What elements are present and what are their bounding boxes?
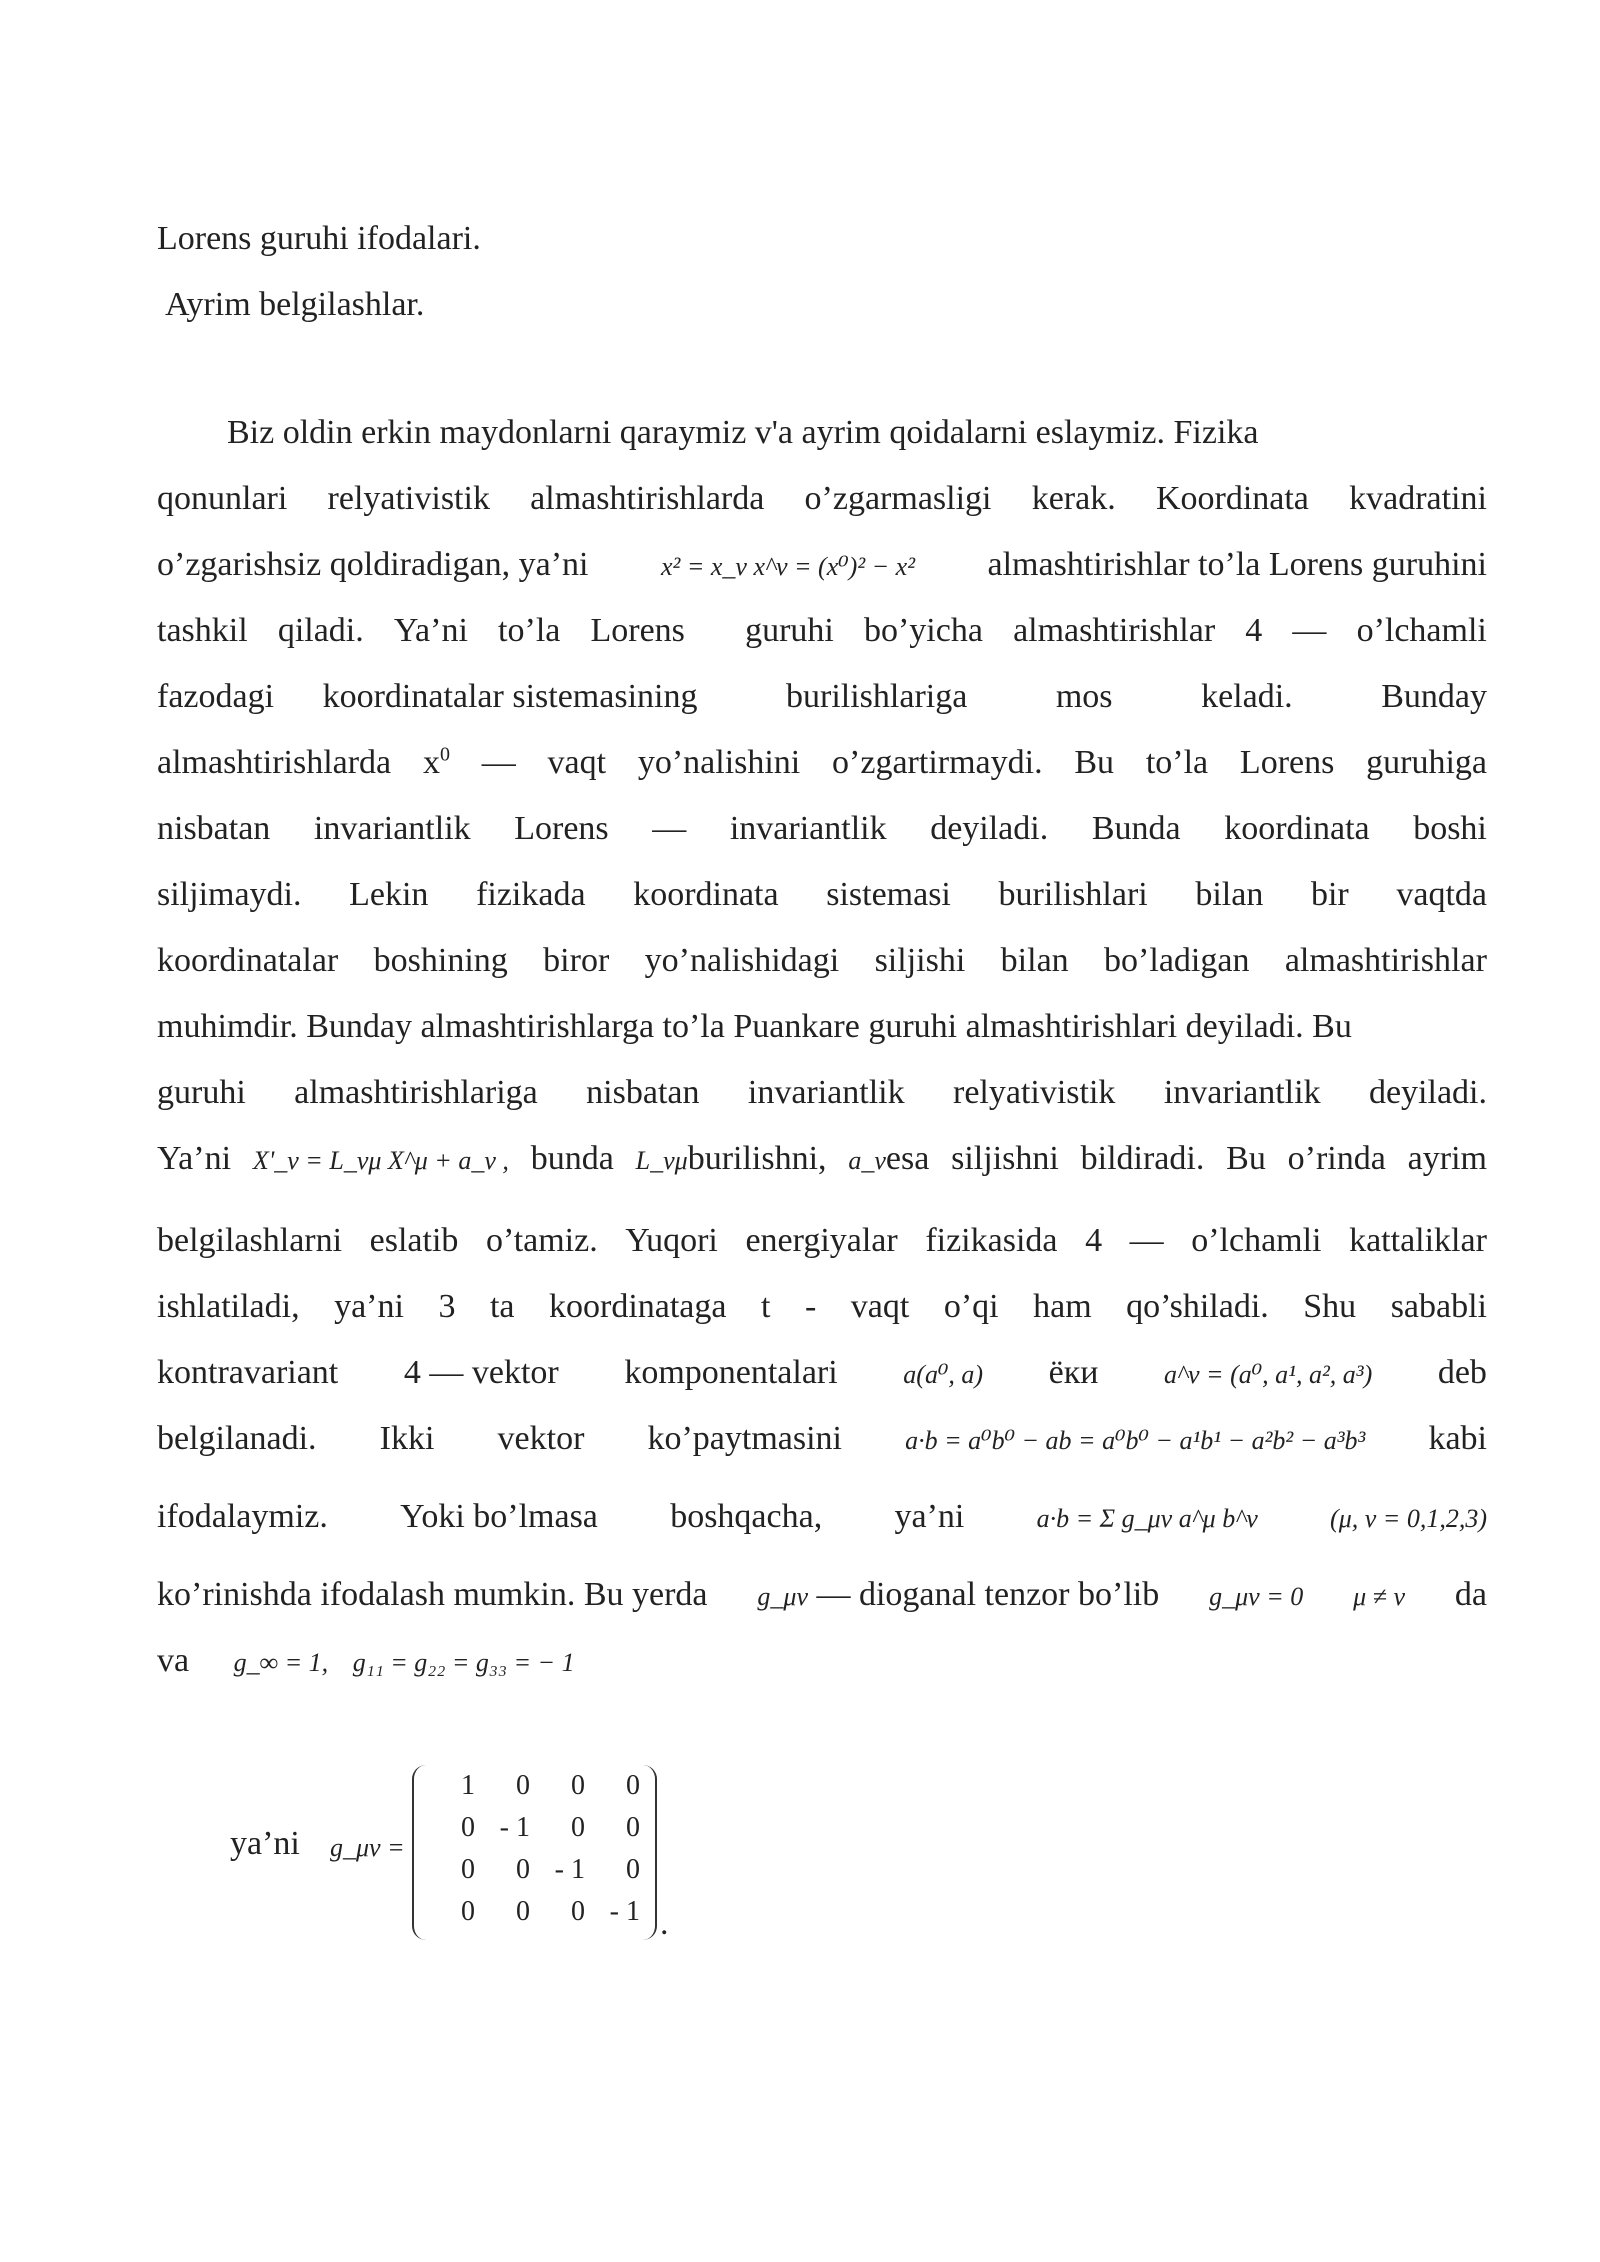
matrix-cell: - 1 — [609, 1896, 640, 1927]
matrix-cell: 0 — [626, 1812, 640, 1843]
vector-a: a(a⁰, a) — [903, 1360, 984, 1389]
matrix-cell: 0 — [626, 1770, 640, 1801]
condition-mu-ne-nu: μ ≠ ν — [1353, 1582, 1405, 1611]
equation-lorentz-transform: X'_ν = L_νμ X^μ + a_ν , — [252, 1146, 509, 1175]
matrix-cell: - 1 — [554, 1854, 585, 1885]
symbol-L: L_νμ — [635, 1146, 688, 1175]
paragraph-line-13: belgilashlarni eslatib o’tamiz. Yuqori energiyalar fizikasida 4 — o’lchamli kattaliklar — [157, 1222, 1487, 1259]
equation-g00: g_∞ = 1, — [233, 1648, 329, 1677]
matrix-cell: 0 — [461, 1854, 475, 1885]
paragraph-line-2: qonunlari relyativistik almashtirishlarda o’zgarmasligi kerak. Koordinata kvadratini — [157, 480, 1487, 517]
paragraph-line-11: guruhi almashtirishlariga nisbatan invariantlik relyativistik invariantlik deyiladi. — [157, 1074, 1487, 1111]
paragraph-line-4: tashkil qiladi. Ya’ni to’la Lorens guruhi bo’yicha almashtirishlar 4 — o’lchamli — [157, 612, 1487, 649]
matrix-cell: 0 — [516, 1770, 530, 1801]
paragraph-line-14: ishlatiladi, ya’ni 3 ta koordinataga t - vaqt o’qi ham qo’shiladi. Shu sababli — [157, 1288, 1487, 1325]
paragraph-line-12: Ya’ni X'_ν = L_νμ X^μ + a_ν , bunda L_νμburilishni, a_νesa siljishni bildiradi. Bu o’rinda ayrim — [157, 1140, 1487, 1177]
matrix-right-bracket — [641, 1765, 657, 1940]
matrix-lead-text: ya’ni — [230, 1825, 300, 1862]
matrix-cell: 0 — [571, 1770, 585, 1801]
paragraph-line-10: muhimdir. Bunday almashtirishlarga to’la Puankare guruhi almashtirishlari deyiladi. Bu — [157, 1008, 1352, 1045]
paragraph-line-5: fazodagi koordinatalar sistemasining burilishlariga mos keladi. Bunday — [157, 678, 1487, 715]
paragraph-line-9: koordinatalar boshining biror yo’nalishidagi siljishi bilan bo’ladigan almashtirishlar — [157, 942, 1487, 979]
heading-title: Lorens guruhi ifodalari. — [157, 220, 481, 257]
matrix-cell: - 1 — [499, 1812, 530, 1843]
matrix-period: . — [660, 1905, 669, 1942]
paragraph-line-18: ko’rinishda ifodalash mumkin. Bu yerda g_μν — dioganal tenzor bo’lib g_μν = 0 μ ≠ ν da — [157, 1576, 1487, 1613]
symbol-a: a_ν — [848, 1146, 886, 1175]
paragraph-line-8: siljimaydi. Lekin fizikada koordinata sistemasi burilishlari bilan bir vaqtda — [157, 876, 1487, 913]
equation-g-zero: g_μν = 0 — [1209, 1582, 1304, 1611]
equation-gii: g₁₁ = g₂₂ = g₃₃ = − 1 — [352, 1648, 575, 1677]
equation-x-squared: x² = x_ν x^ν = (x⁰)² − x² — [660, 552, 915, 581]
matrix-cell: 0 — [516, 1896, 530, 1927]
paragraph-line-1: Biz oldin erkin maydonlarni qaraymiz v'a ayrim qoidalarni eslaymiz. Fizika — [227, 414, 1259, 451]
matrix-cell: 0 — [516, 1854, 530, 1885]
paragraph-line-17: ifodalaymiz. Yoki bo’lmasa boshqacha, ya’ni a·b = Σ g_μν a^μ b^ν (μ, ν = 0,1,2,3) — [157, 1498, 1487, 1535]
vector-a-nu: a^ν = (a⁰, a¹, a², a³) — [1164, 1360, 1373, 1389]
matrix-cell: 0 — [626, 1854, 640, 1885]
matrix-label: g_μν = — [330, 1833, 405, 1862]
heading-subtitle: Ayrim belgilashlar. — [165, 286, 425, 323]
matrix-cell: 0 — [461, 1896, 475, 1927]
paragraph-line-3: o’zgarishsiz qoldiradigan, ya’ni x² = x_ν x^ν = (x⁰)² − x² almashtirishlar to’la Lorens guruhini — [157, 546, 1487, 583]
metric-matrix — [412, 1765, 657, 1940]
index-range: (μ, ν = 0,1,2,3) — [1330, 1504, 1487, 1533]
paragraph-line-7: nisbatan invariantlik Lorens — invariantlik deyiladi. Bunda koordinata boshi — [157, 810, 1487, 847]
paragraph-line-6: almashtirishlarda $x^0$ — vaqt yo’nalishini o’zgartirmaydi. Bu to’la Lorens guruhiga — [157, 743, 1487, 781]
paragraph-line-15: kontravariant 4 — vektor komponentalari a(a⁰, a) ёки a^ν = (a⁰, a¹, a², a³) deb — [157, 1354, 1487, 1391]
equation-dot-sum: a·b = Σ g_μν a^μ b^ν — [1036, 1504, 1258, 1533]
equation-dot-product: a·b = a⁰b⁰ − ab = a⁰b⁰ − a¹b¹ − a²b² − a³b³ — [905, 1426, 1366, 1455]
matrix-cell: 1 — [461, 1770, 475, 1801]
symbol-g: g_μν — [757, 1582, 808, 1611]
paragraph-line-16: belgilanadi. Ikki vektor ko’paytmasini a·b = a⁰b⁰ − ab = a⁰b⁰ − a¹b¹ − a²b² − a³b³ kabi — [157, 1420, 1487, 1457]
matrix-cell: 0 — [571, 1812, 585, 1843]
matrix-cell: 0 — [461, 1812, 475, 1843]
paragraph-line-19: va g_∞ = 1, g₁₁ = g₂₂ = g₃₃ = − 1 — [157, 1642, 575, 1679]
matrix-cell: 0 — [571, 1896, 585, 1927]
